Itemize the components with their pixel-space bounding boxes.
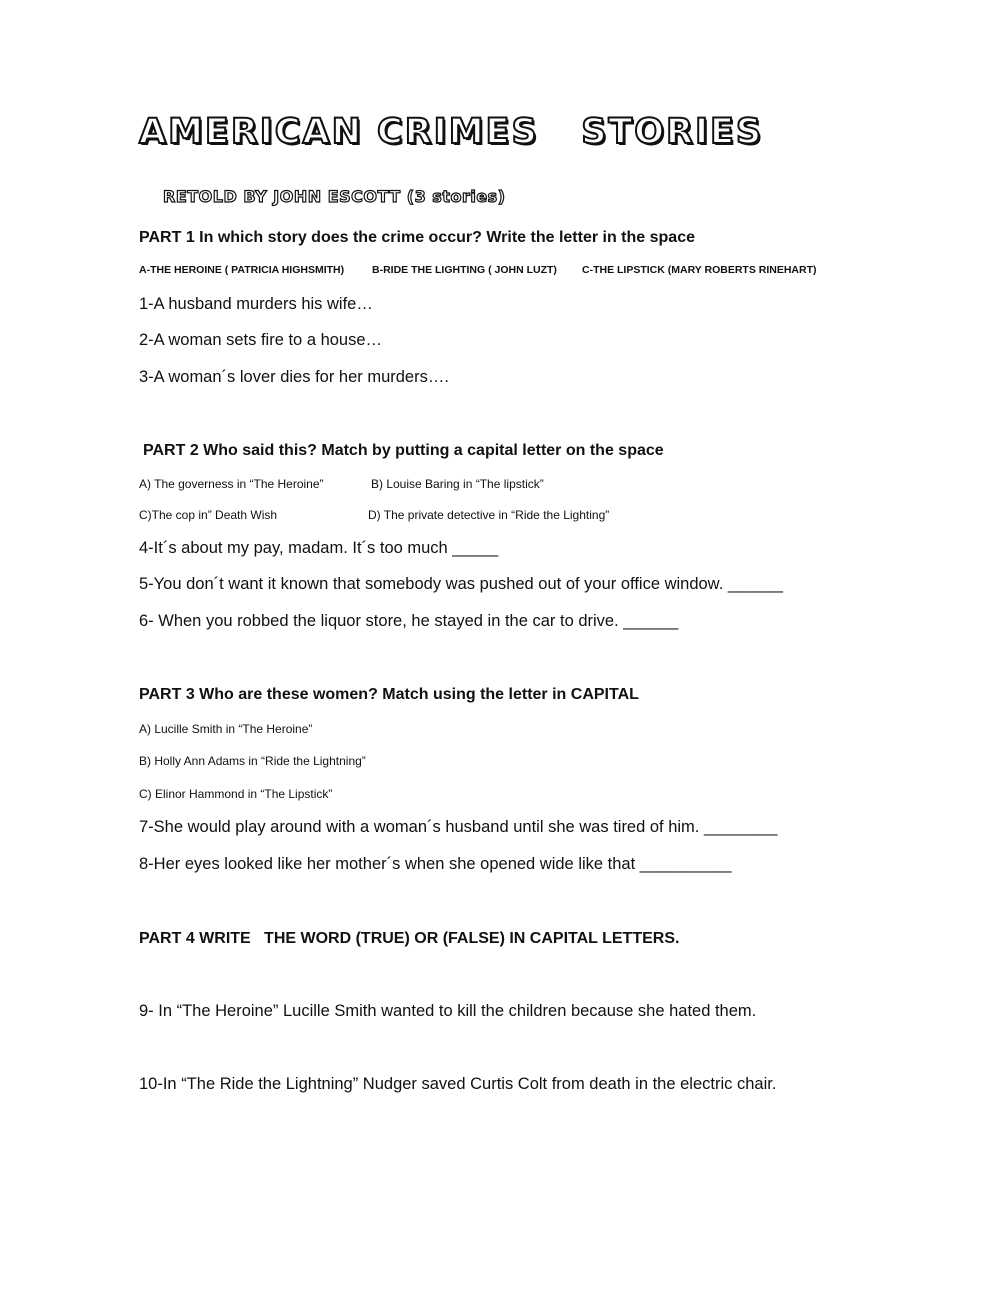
worksheet-subtitle: RETOLD BY JOHN ESCOTT (3 stories): [163, 187, 506, 206]
question-9: 9- In “The Heroine” Lucille Smith wanted to kill the children because she hated them.: [139, 1002, 757, 1020]
question-7: 7-She would play around with a woman´s husband until she was tired of him. ________: [139, 818, 778, 836]
part3-option-b: B) Holly Ann Adams in “Ride the Lightning”: [139, 754, 366, 768]
part1-heading: PART 1 In which story does the crime occur? Write the letter in the space: [139, 229, 695, 246]
part3-option-c: C) Elinor Hammond in “The Lipstick”: [139, 787, 333, 801]
part1-option-c: C-THE LIPSTICK (MARY ROBERTS RINEHART): [582, 264, 817, 276]
part2-option-d: D) The private detective in “Ride the Lighting”: [368, 508, 610, 522]
question-4: 4-It´s about my pay, madam. It´s too much _____: [139, 539, 499, 557]
worksheet-title: AMERICAN CRIMES STORIES: [139, 112, 764, 152]
part1-option-a: A-THE HEROINE ( PATRICIA HIGHSMITH): [139, 264, 345, 276]
part3-option-a: A) Lucille Smith in “The Heroine”: [139, 722, 313, 736]
question-6: 6- When you robbed the liquor store, he stayed in the car to drive. ______: [139, 612, 679, 630]
question-10: 10-In “The Ride the Lightning” Nudger saved Curtis Colt from death in the electric chair.: [139, 1075, 777, 1093]
part2-heading: PART 2 Who said this? Match by putting a capital letter on the space: [143, 442, 664, 459]
part4-heading: PART 4 WRITE THE WORD (TRUE) OR (FALSE) IN CAPITAL LETTERS.: [139, 930, 680, 947]
question-3: 3-A woman´s lover dies for her murders….: [139, 368, 449, 386]
part3-heading: PART 3 Who are these women? Match using the letter in CAPITAL: [139, 686, 639, 703]
question-1: 1-A husband murders his wife…: [139, 295, 373, 313]
question-2: 2-A woman sets fire to a house…: [139, 331, 383, 349]
part2-option-c: C)The cop in” Death Wish: [139, 508, 278, 522]
part2-option-a: A) The governess in “The Heroine”: [139, 477, 324, 491]
part2-option-b: B) Louise Baring in “The lipstick”: [371, 477, 544, 491]
question-5: 5-You don´t want it known that somebody was pushed out of your office window. ______: [139, 575, 783, 593]
part1-option-b: B-RIDE THE LIGHTING ( JOHN LUZT): [372, 264, 557, 276]
question-8: 8-Her eyes looked like her mother´s when she opened wide like that __________: [139, 855, 732, 873]
